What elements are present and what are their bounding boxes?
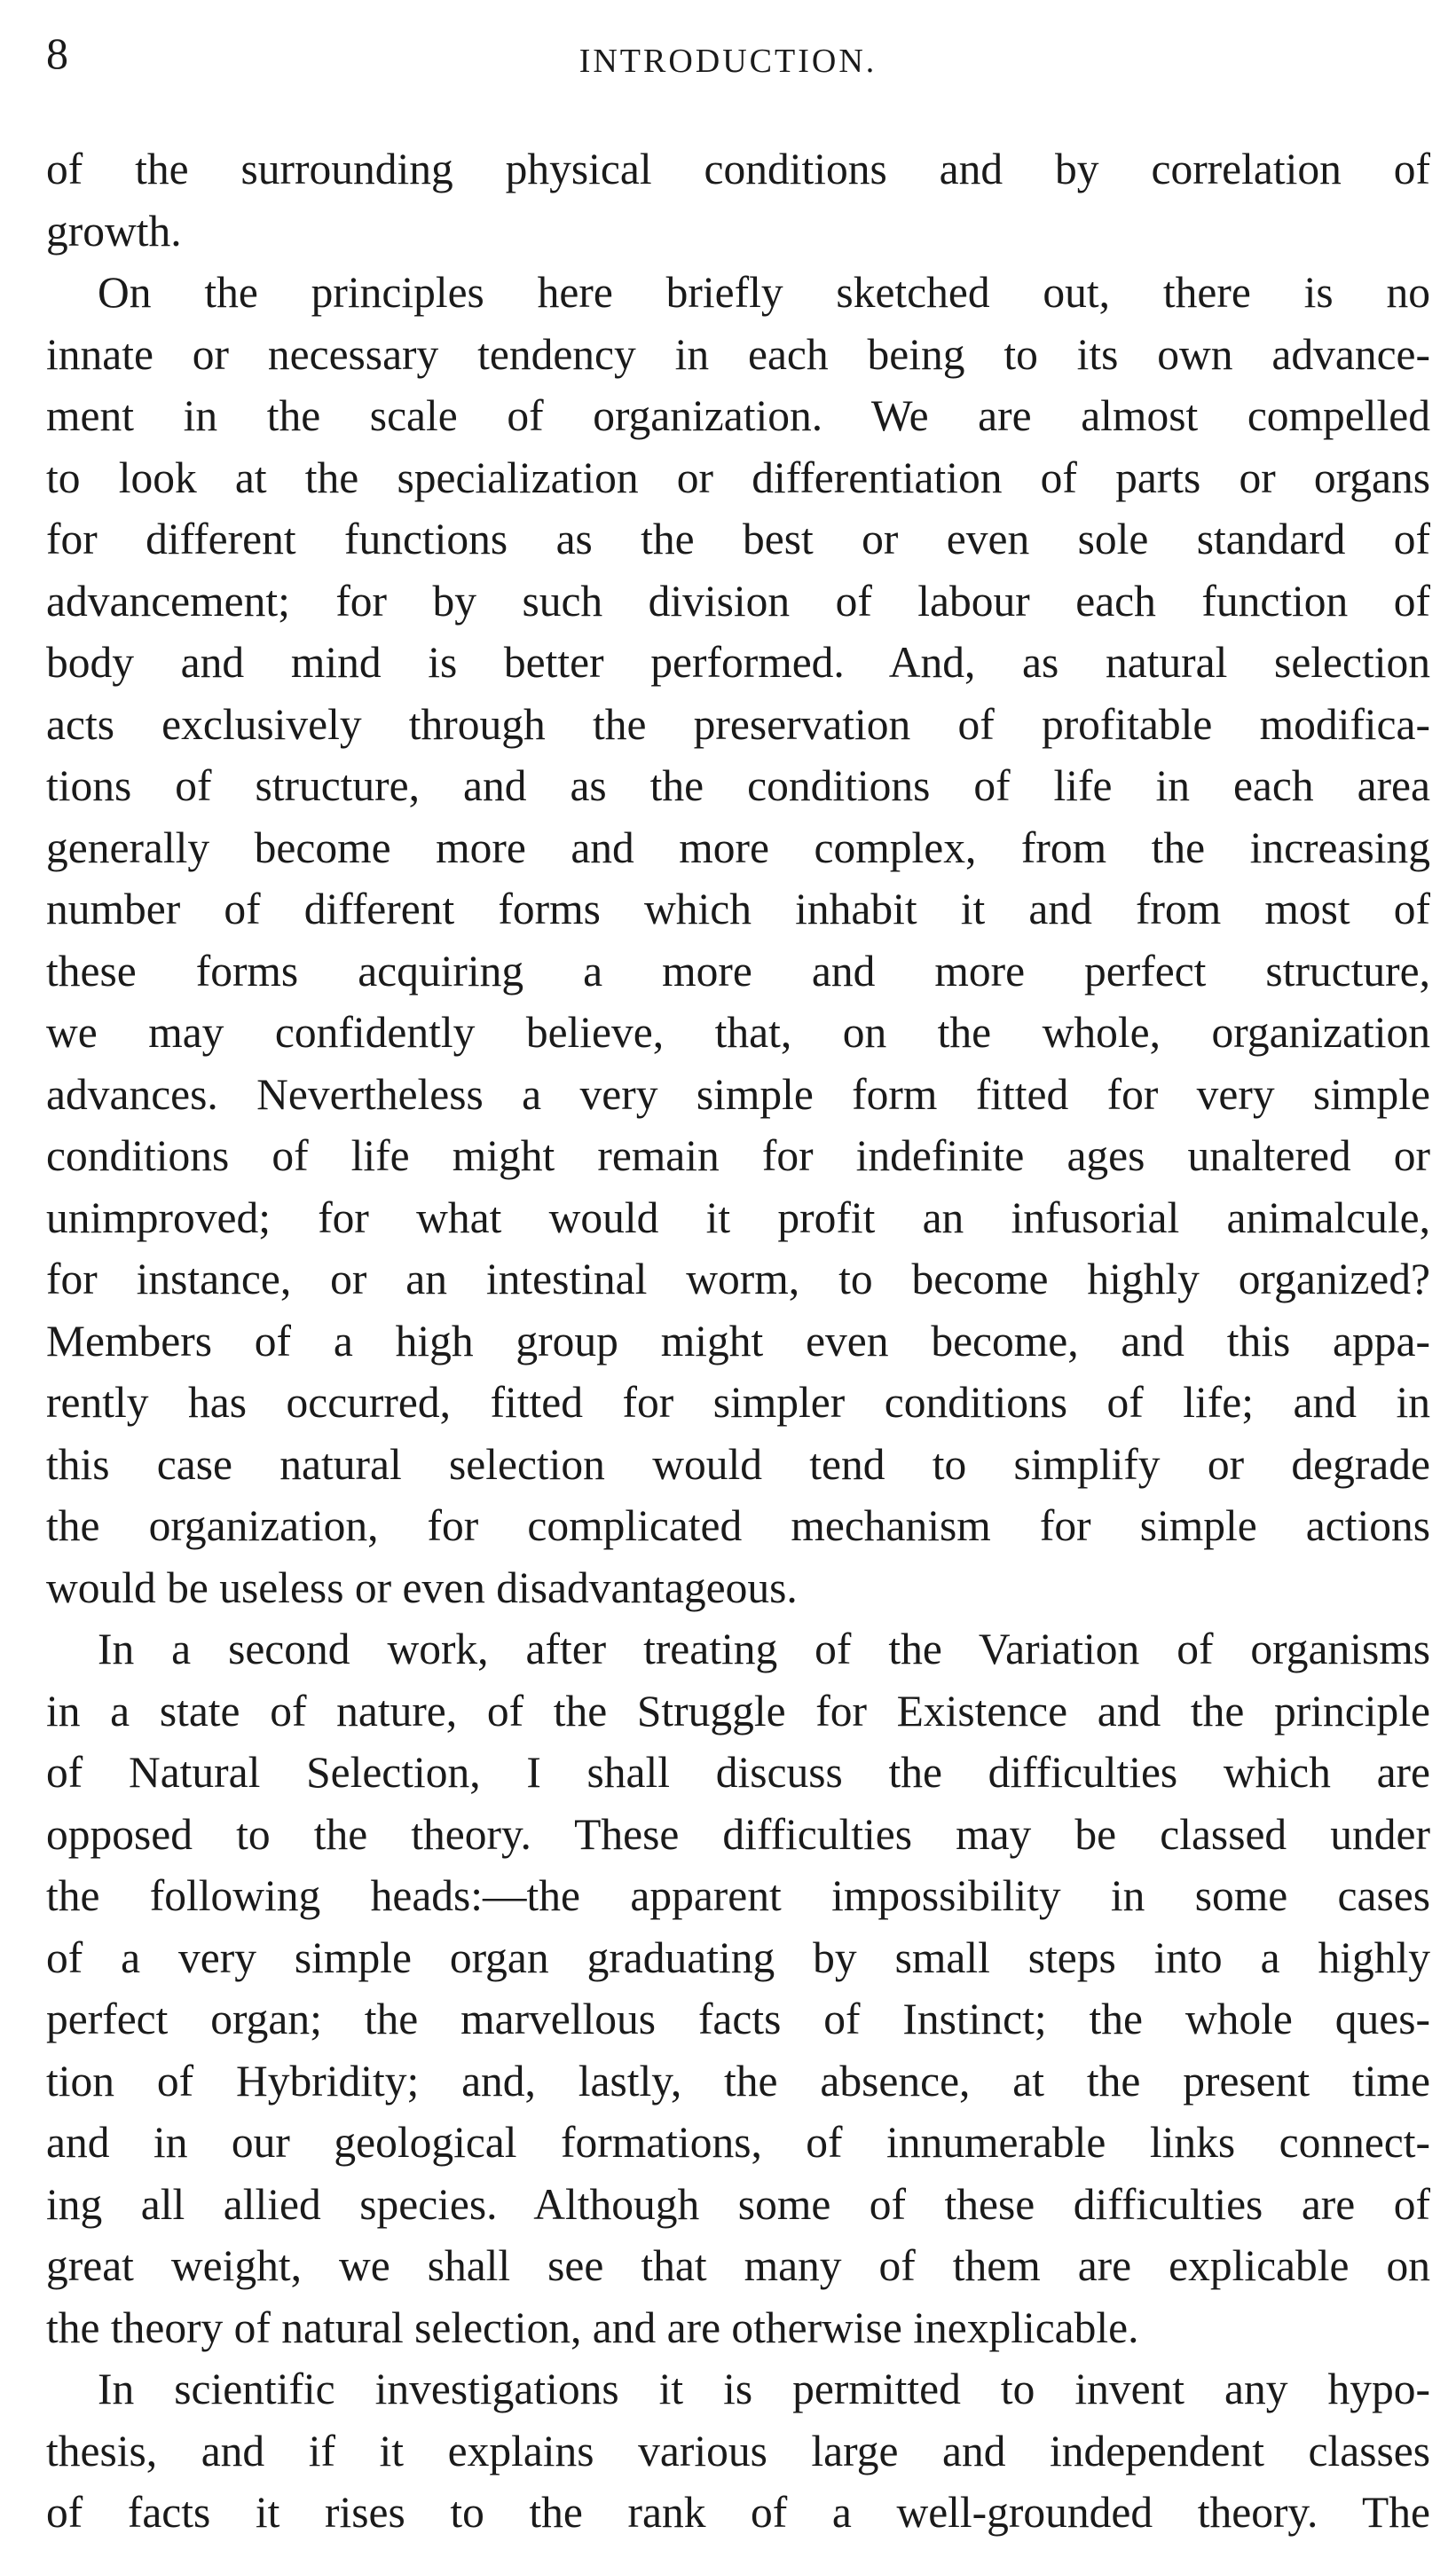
text-line: we may confidently believe, that, on the whole, organization [46, 1008, 1430, 1057]
text-line: advances. Nevertheless a very simple form fitted for very simple [46, 1069, 1430, 1119]
text-line: On the principles here briefly sketched out, there is no [98, 268, 1430, 317]
text-line: conditions of life might remain for indefinite ages unaltered or [46, 1131, 1430, 1180]
text-line: body and mind is better performed. And, as natural selection [46, 638, 1430, 687]
text-line: growth. [46, 206, 182, 256]
running-head: INTRODUCTION. [578, 43, 878, 80]
text-line: of facts it rises to the rank of a well-grounded theory. The [46, 2488, 1430, 2537]
text-line: tions of structure, and as the conditions of life in each area [46, 761, 1430, 810]
text-line: advancement; for by such division of labour each function of [46, 576, 1430, 626]
text-line: to look at the specialization or differentiation of parts or organs [46, 453, 1430, 502]
text-line: the organization, for complicated mechanism for simple actions [46, 1501, 1430, 1550]
text-line: innate or necessary tendency in each being to its own advance- [46, 329, 1430, 379]
text-line: and in our geological formations, of innumerable links connect- [46, 2118, 1430, 2167]
text-line: acts exclusively through the preservation of profitable modifica- [46, 699, 1430, 749]
text-line: rently has occurred, fitted for simpler conditions of life; and in [46, 1378, 1430, 1427]
text-line: generally become more and more complex, from the increasing [46, 822, 1430, 872]
text-line: in a state of nature, of the Struggle for Existence and the principle [46, 1686, 1430, 1736]
text-line: the theory of natural selection, and are otherwise inexplicable. [46, 2302, 1139, 2352]
text-line: would be useless or even disadvantageous. [46, 1562, 798, 1612]
text-line: tion of Hybridity; and, lastly, the absence, at the present time [46, 2056, 1430, 2105]
text-line: great weight, we shall see that many of them are explicable on [46, 2241, 1430, 2290]
text-line: In a second work, after treating of the Variation of organisms [98, 1625, 1430, 1673]
body-text [46, 138, 1430, 2544]
text-line: of a very simple organ graduating by small steps into a highly [46, 1932, 1430, 1982]
text-line: this case natural selection would tend to simplify or degrade [46, 1439, 1430, 1489]
text-line: for different functions as the best or even sole standard of [46, 515, 1430, 563]
text-line: unimproved; for what would it profit an infusorial animalcule, [46, 1192, 1430, 1242]
text-line: number of different forms which inhabit it and from most of [46, 885, 1430, 933]
text-line: thesis, and if it explains various large and independent classes [46, 2426, 1430, 2475]
text-line: of Natural Selection, I shall discuss the difficulties which are [46, 1748, 1430, 1797]
text-line: ment in the scale of organization. We are almost compelled [46, 391, 1430, 440]
page-number: 8 [46, 28, 69, 78]
text-line: the following heads:—the apparent impossibility in some cases [46, 1871, 1430, 1920]
text-line: perfect organ; the marvellous facts of Instinct; the whole ques- [46, 1995, 1430, 2043]
text-line: Members of a high group might even become, and this appa- [46, 1316, 1430, 1366]
text-line: for instance, or an intestinal worm, to become highly organized? [46, 1255, 1430, 1303]
text-line: these forms acquiring a more and more perfect structure, [46, 946, 1430, 996]
text-line: ing all allied species. Although some of these difficulties are of [46, 2179, 1430, 2229]
text-line: In scientific investigations it is permitted to invent any hypo- [98, 2365, 1430, 2413]
text-line: of the surrounding physical conditions and by correlation of [46, 145, 1430, 193]
text-line: opposed to the theory. These difficulties may be classed under [46, 1809, 1430, 1859]
